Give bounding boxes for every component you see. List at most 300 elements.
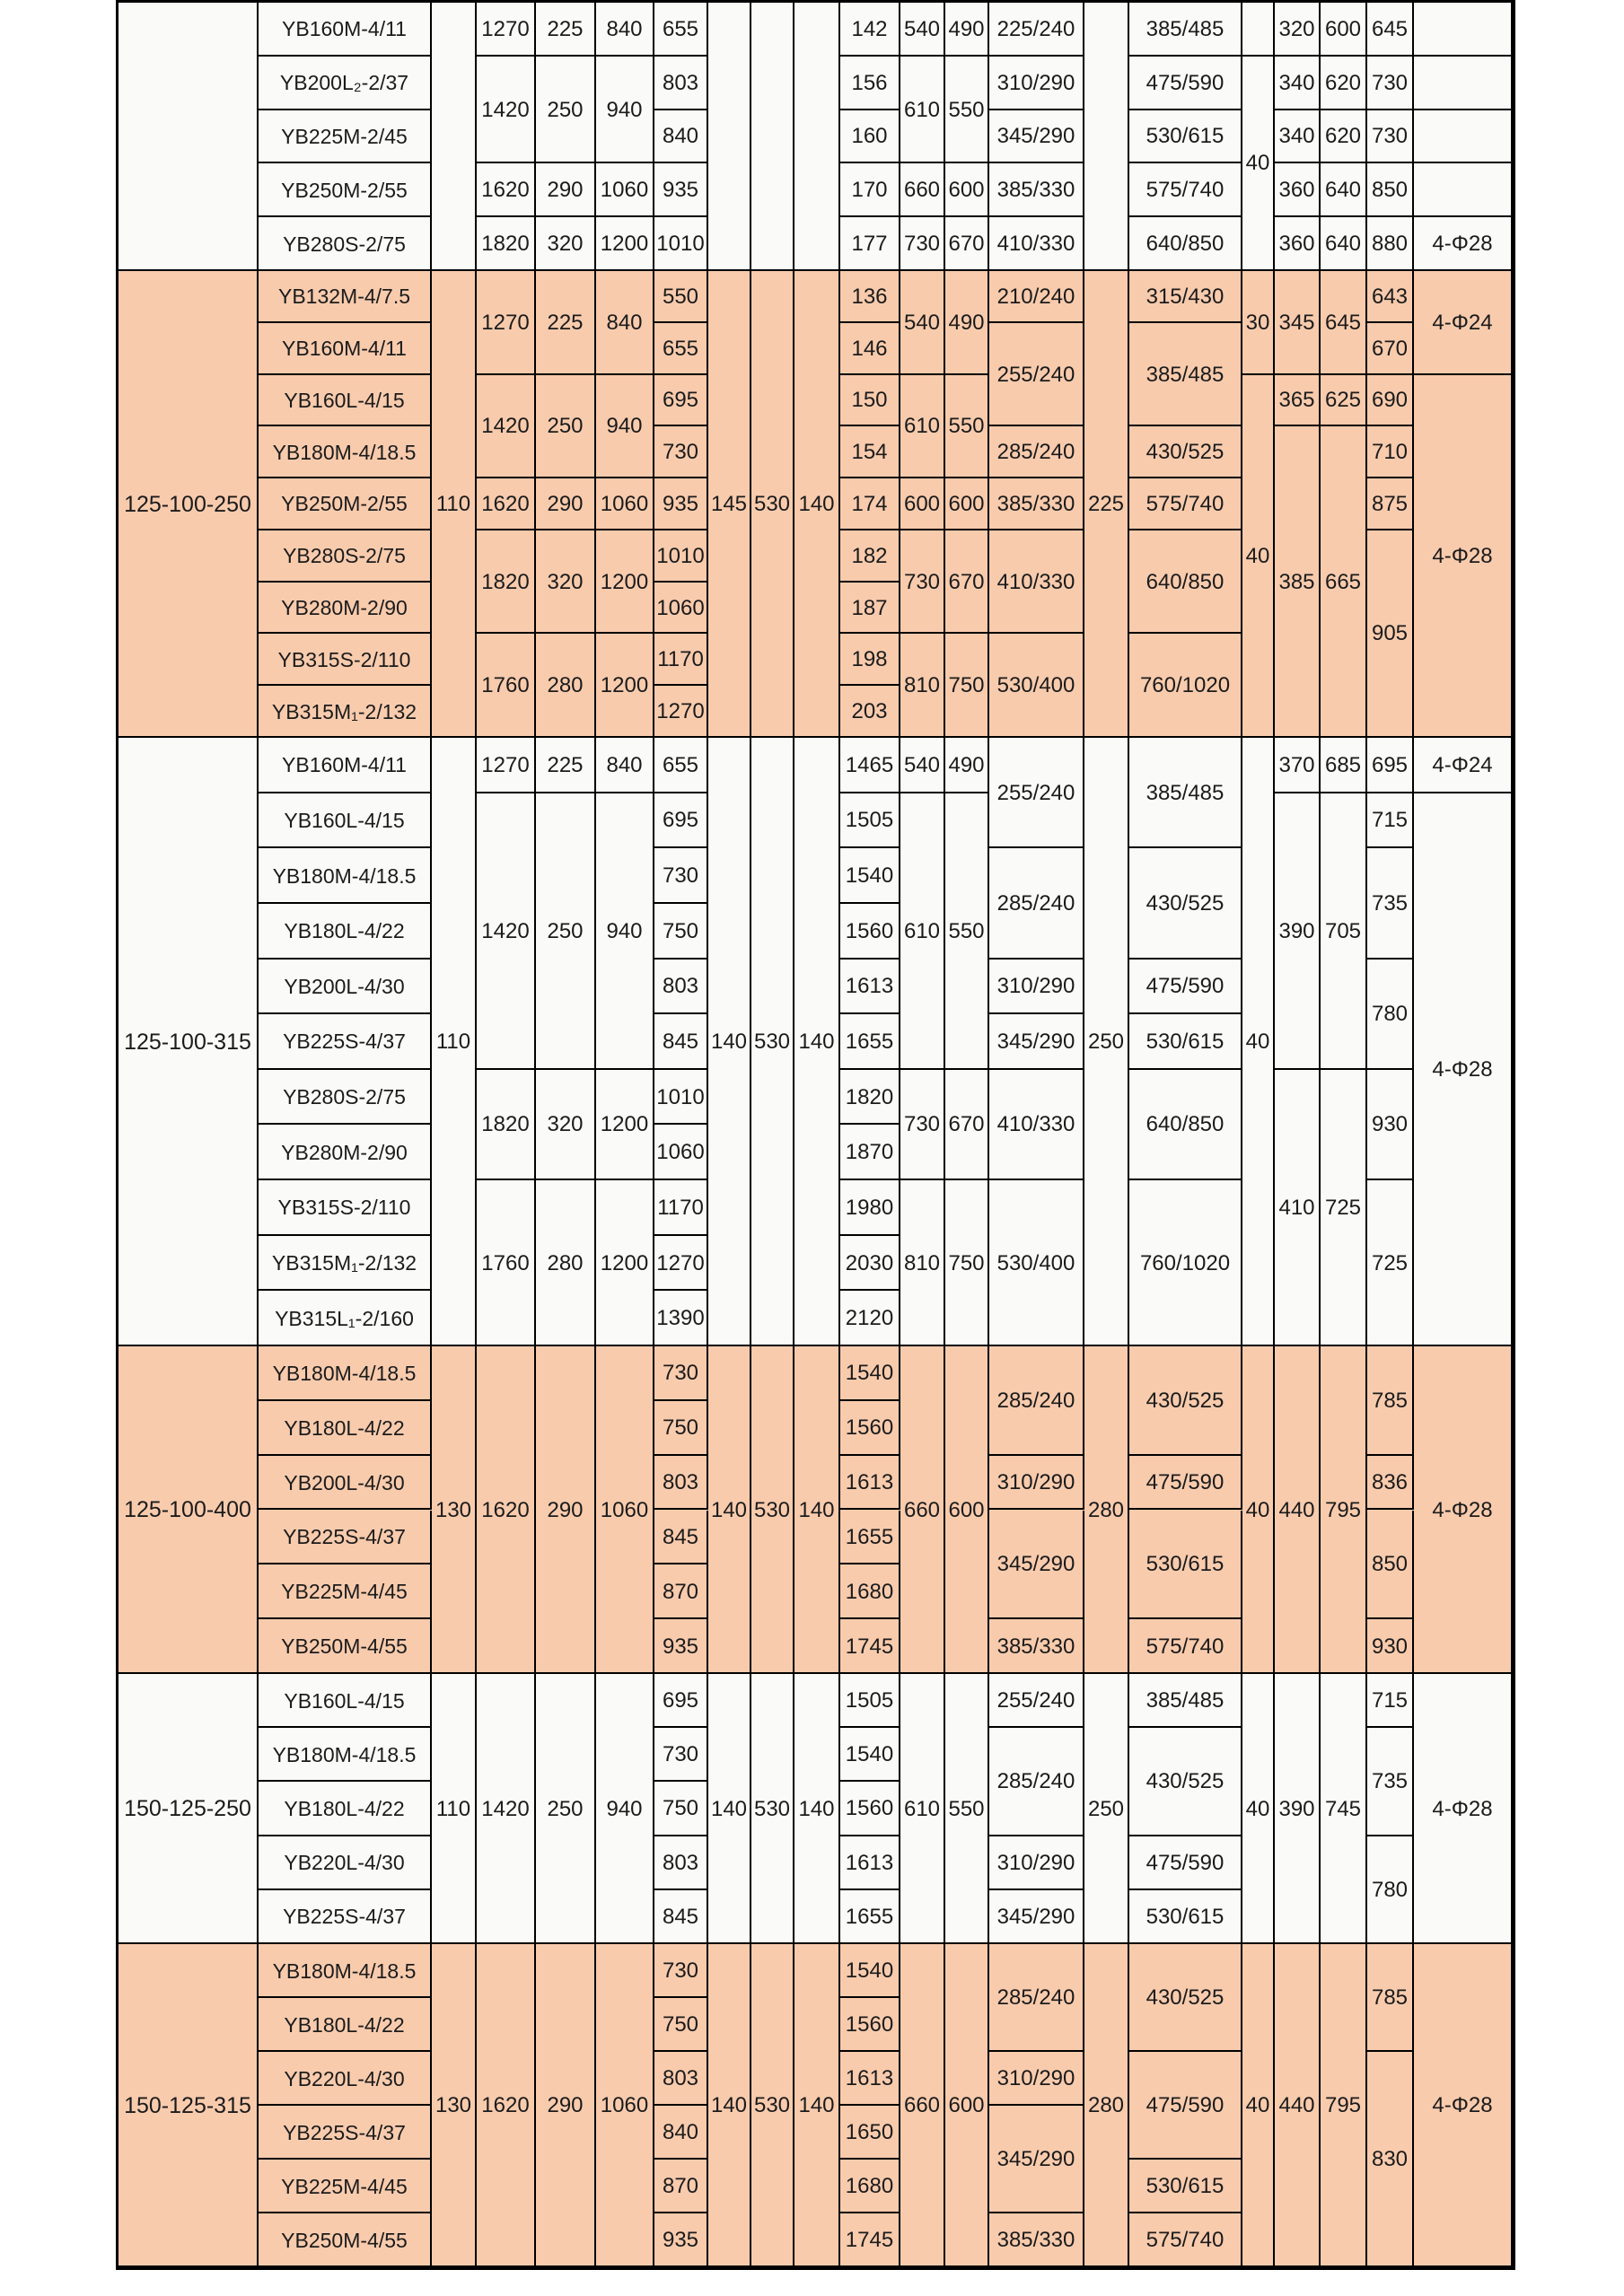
cell-text: 670 <box>948 232 985 257</box>
cell-text: 1060 <box>600 491 649 516</box>
cell-text: YB180M-4/18.5 <box>272 1742 417 1766</box>
value-cell <box>1242 738 1275 1346</box>
value-cell <box>1367 848 1414 959</box>
cell-text: 550 <box>948 97 985 122</box>
cell-text: 695 <box>662 808 699 833</box>
cell-text: 430/525 <box>1146 1769 1225 1794</box>
value-cell <box>945 738 989 793</box>
motor-model-cell <box>259 1998 432 2052</box>
cell-text: 845 <box>662 1904 699 1929</box>
cell-text: 210/240 <box>996 284 1075 309</box>
value-cell <box>596 634 654 738</box>
cell-text: YB200L-4/30 <box>284 1470 405 1494</box>
value-cell <box>1242 271 1275 375</box>
cell-text: 1270 <box>481 752 530 777</box>
value-cell <box>989 3 1084 57</box>
motor-model-cell <box>259 634 432 686</box>
value-cell <box>840 1014 900 1070</box>
value-cell <box>794 1944 840 2267</box>
value-cell <box>1129 634 1242 738</box>
value-cell <box>989 960 1084 1015</box>
motor-model-cell <box>259 960 432 1015</box>
value-cell <box>989 1944 1084 2052</box>
cell-text: 1980 <box>845 1195 894 1220</box>
value-cell <box>840 163 900 217</box>
value-cell <box>989 2052 1084 2106</box>
value-cell <box>654 793 708 849</box>
value-cell <box>1367 271 1414 323</box>
value-cell <box>840 1291 900 1346</box>
cell-text: YB132M-4/7.5 <box>277 285 411 309</box>
value-cell <box>840 793 900 849</box>
value-cell <box>1242 1944 1275 2267</box>
value-cell <box>840 1619 900 1674</box>
value-cell <box>945 3 989 57</box>
cell-text: 785 <box>1371 1388 1409 1413</box>
cell-text: YB250M-4/55 <box>281 1634 408 1659</box>
cell-text: 660 <box>903 178 941 203</box>
value-cell <box>945 1674 989 1944</box>
value-cell <box>1275 793 1321 1070</box>
value-cell <box>1242 375 1275 738</box>
cell-text: 290 <box>547 178 584 203</box>
value-cell <box>654 1014 708 1070</box>
value-cell <box>654 1944 708 1998</box>
cell-text: 310/290 <box>996 1850 1075 1875</box>
value-cell <box>596 217 654 271</box>
motor-model-cell <box>259 375 432 427</box>
value-cell <box>1367 217 1414 271</box>
cell-text: 30 <box>1245 310 1270 335</box>
cell-text: 430/525 <box>1146 1985 1225 2010</box>
value-cell <box>989 1180 1084 1346</box>
cell-text: 1270 <box>481 310 530 335</box>
cell-text: 760/1020 <box>1139 673 1231 698</box>
value-cell <box>989 57 1084 110</box>
cell-text: 1745 <box>845 1634 894 1659</box>
value-cell <box>654 478 708 530</box>
value-cell <box>840 1511 900 1565</box>
value-cell <box>477 1674 536 1944</box>
value-cell <box>840 2213 900 2267</box>
value-cell <box>1367 3 1414 57</box>
cell-text: 695 <box>1371 752 1409 777</box>
motor-model-cell <box>259 1236 432 1292</box>
motor-model-cell <box>259 686 432 738</box>
cell-text: 940 <box>606 97 643 122</box>
cell-text: 2120 <box>845 1306 894 1331</box>
value-cell <box>1414 1944 1513 2267</box>
value-cell <box>1129 1346 1242 1456</box>
value-cell <box>840 583 900 635</box>
cell-text: 475/590 <box>1146 70 1225 95</box>
value-cell <box>840 1456 900 1511</box>
cell-text: 530 <box>753 1497 791 1522</box>
value-cell <box>1129 217 1242 271</box>
cell-text: 1060 <box>600 1497 649 1522</box>
cell-text: 360 <box>1278 232 1315 257</box>
value-cell <box>989 478 1084 530</box>
cell-text: 475/590 <box>1146 1850 1225 1875</box>
value-cell <box>654 1125 708 1180</box>
value-cell <box>1084 738 1129 1346</box>
cell-text: 645 <box>1371 16 1409 41</box>
cell-text: 530 <box>753 2093 791 2117</box>
motor-model-cell <box>259 1014 432 1070</box>
motor-model-cell <box>259 1782 432 1836</box>
cell-text: 750 <box>662 2012 699 2037</box>
cell-text: 785 <box>1371 1985 1409 2010</box>
cell-text: YB315S-2/110 <box>277 1196 411 1220</box>
value-cell <box>989 634 1084 738</box>
cell-text: 1200 <box>600 1112 649 1137</box>
value-cell <box>840 1674 900 1728</box>
cell-text: 1540 <box>845 1742 894 1767</box>
cell-text: 255/240 <box>996 780 1075 805</box>
value-cell <box>477 1070 536 1180</box>
value-cell <box>1129 848 1242 959</box>
cell-text: 490 <box>948 16 985 41</box>
value-cell <box>477 271 536 375</box>
cell-text: 250 <box>1087 1030 1125 1054</box>
motor-model-cell <box>259 1511 432 1565</box>
cell-text: 840 <box>662 124 699 149</box>
cell-text: 4-Φ24 <box>1432 752 1493 777</box>
value-cell <box>1321 57 1367 110</box>
value-cell <box>900 1944 945 2267</box>
value-cell <box>536 1070 596 1180</box>
cell-text: 125-100-315 <box>124 1029 251 1055</box>
cell-text: 575/740 <box>1146 2228 1225 2252</box>
value-cell <box>708 271 751 738</box>
cell-text: YB315M₁-2/132 <box>271 699 417 723</box>
value-cell <box>1129 1836 1242 1890</box>
cell-text: 840 <box>662 2120 699 2144</box>
cell-text: YB180L-4/22 <box>284 1796 405 1820</box>
value-cell <box>751 3 794 271</box>
cell-text: 1560 <box>845 2012 894 2037</box>
cell-text: 285/240 <box>996 1985 1075 2010</box>
value-cell <box>1129 57 1242 110</box>
cell-text: 345 <box>1278 310 1315 335</box>
cell-text: 695 <box>662 1688 699 1713</box>
cell-text: 940 <box>606 1796 643 1821</box>
value-cell <box>536 1346 596 1674</box>
value-cell <box>1129 1456 1242 1511</box>
value-cell <box>840 1401 900 1456</box>
cell-text: 660 <box>903 2093 941 2117</box>
value-cell <box>654 1728 708 1782</box>
value-cell <box>708 3 751 271</box>
value-cell <box>596 1346 654 1674</box>
cell-text: 836 <box>1371 1470 1409 1495</box>
cell-text: YB180M-4/18.5 <box>272 1959 417 1983</box>
cell-text: 255/240 <box>996 362 1075 387</box>
cell-text: 385/485 <box>1146 16 1225 41</box>
value-cell <box>1321 271 1367 375</box>
value-cell <box>654 426 708 478</box>
value-cell <box>945 375 989 479</box>
cell-text: 935 <box>662 2228 699 2252</box>
cell-text: 530 <box>753 1796 791 1821</box>
cell-text: YB160M-4/11 <box>282 753 407 777</box>
value-cell <box>536 3 596 57</box>
value-cell <box>945 271 989 375</box>
cell-text: 710 <box>1371 440 1409 465</box>
cell-text: 385/330 <box>996 1634 1075 1659</box>
value-cell <box>596 793 654 1070</box>
value-cell <box>900 3 945 57</box>
cell-text: YB200L₂-2/37 <box>279 71 409 95</box>
motor-model-cell <box>259 57 432 110</box>
value-cell <box>751 1674 794 1944</box>
cell-text: 795 <box>1324 1497 1362 1522</box>
cell-text: 40 <box>1245 1796 1270 1821</box>
cell-text: 4-Φ28 <box>1432 1497 1493 1522</box>
value-cell <box>945 793 989 1070</box>
cell-text: 645 <box>1324 310 1362 335</box>
cell-text: 1270 <box>656 1250 705 1275</box>
value-cell <box>1129 1674 1242 1728</box>
value-cell <box>1367 2052 1414 2267</box>
cell-text: 225 <box>547 16 584 41</box>
value-cell <box>536 1180 596 1346</box>
cell-text: 1540 <box>845 1361 894 1386</box>
value-cell <box>1275 57 1321 110</box>
value-cell <box>596 3 654 57</box>
cell-text: 840 <box>606 310 643 335</box>
cell-text: 1505 <box>845 1688 894 1713</box>
cell-text: 575/740 <box>1146 1634 1225 1659</box>
value-cell <box>1129 323 1242 427</box>
value-cell <box>1275 1674 1321 1944</box>
value-cell <box>1129 2052 1242 2160</box>
cell-text: 750 <box>948 1250 985 1275</box>
cell-text: 1270 <box>481 16 530 41</box>
value-cell <box>477 793 536 1070</box>
cell-text: 1620 <box>481 1497 530 1522</box>
cell-text: 1540 <box>845 863 894 889</box>
value-cell <box>1129 1890 1242 1944</box>
pump-model-cell <box>119 1674 259 1944</box>
cell-text: 935 <box>662 1634 699 1659</box>
value-cell <box>536 793 596 1070</box>
value-cell <box>989 1728 1084 1836</box>
cell-text: 1613 <box>845 1470 894 1495</box>
cell-text: YB225M-4/45 <box>281 2174 408 2198</box>
cell-text: 1680 <box>845 1579 894 1604</box>
value-cell <box>1129 2213 1242 2267</box>
cell-text: 345/290 <box>996 124 1075 149</box>
cell-text: 530/615 <box>1146 1552 1225 1577</box>
value-cell <box>477 57 536 164</box>
cell-text: 140 <box>710 1497 748 1522</box>
value-cell <box>989 426 1084 478</box>
cell-text: 670 <box>1371 336 1409 361</box>
cell-text: 225/240 <box>996 16 1075 41</box>
value-cell <box>536 217 596 271</box>
cell-text: 840 <box>606 752 643 777</box>
value-cell <box>1321 217 1367 271</box>
value-cell <box>654 1890 708 1944</box>
cell-text: 203 <box>851 699 888 724</box>
motor-model-cell <box>259 478 432 530</box>
value-cell <box>654 904 708 960</box>
cell-text: 4-Φ28 <box>1432 543 1493 568</box>
value-cell <box>840 738 900 793</box>
value-cell <box>989 738 1084 848</box>
value-cell <box>840 323 900 375</box>
value-cell <box>1275 271 1321 375</box>
cell-text: 530/615 <box>1146 1029 1225 1054</box>
cell-text: 140 <box>798 1796 835 1821</box>
motor-model-cell <box>259 163 432 217</box>
value-cell <box>1367 1728 1414 1836</box>
value-cell <box>654 634 708 686</box>
cell-text: YB225S-4/37 <box>283 1905 406 1929</box>
pump-model-cell <box>119 271 259 738</box>
value-cell <box>900 634 945 738</box>
cell-text: 385 <box>1278 569 1315 594</box>
cell-text: 1613 <box>845 974 894 999</box>
value-cell <box>1367 960 1414 1070</box>
cell-text: 643 <box>1371 284 1409 309</box>
cell-text: 530/615 <box>1146 124 1225 149</box>
cell-text: 935 <box>662 491 699 516</box>
value-cell <box>477 3 536 57</box>
cell-text: 620 <box>1324 124 1362 149</box>
value-cell <box>1242 3 1275 57</box>
value-cell <box>989 163 1084 217</box>
motor-model-cell <box>259 1836 432 1890</box>
cell-text: 610 <box>903 414 941 439</box>
value-cell <box>1275 426 1321 738</box>
motor-model-cell <box>259 530 432 583</box>
value-cell <box>654 3 708 57</box>
pump-model-cell <box>119 738 259 1346</box>
value-cell <box>1242 1674 1275 1944</box>
value-cell <box>1414 110 1513 164</box>
value-cell <box>1275 163 1321 217</box>
value-cell <box>751 271 794 738</box>
value-cell <box>1129 1944 1242 2052</box>
cell-text: 610 <box>903 918 941 943</box>
cell-text: 345/290 <box>996 1552 1075 1577</box>
cell-text: 4-Φ28 <box>1432 1056 1493 1082</box>
value-cell <box>596 271 654 375</box>
value-cell <box>945 530 989 635</box>
cell-text: 365 <box>1278 388 1315 413</box>
cell-text: 385/485 <box>1146 362 1225 387</box>
value-cell <box>654 1236 708 1292</box>
value-cell <box>840 375 900 427</box>
cell-text: 310/290 <box>996 70 1075 95</box>
cell-text: 146 <box>851 336 888 361</box>
cell-text: 795 <box>1324 2093 1362 2117</box>
value-cell <box>536 163 596 217</box>
value-cell <box>1367 163 1414 217</box>
pump-model-cell <box>119 1346 259 1674</box>
cell-text: 250 <box>547 97 584 122</box>
value-cell <box>989 323 1084 427</box>
value-cell <box>1084 1944 1129 2267</box>
cell-text: 715 <box>1371 1688 1409 1713</box>
value-cell <box>794 738 840 1346</box>
motor-model-cell <box>259 1180 432 1236</box>
cell-text: 1760 <box>481 1250 530 1275</box>
cell-text: 385/330 <box>996 2228 1075 2252</box>
cell-text: 695 <box>662 388 699 413</box>
value-cell <box>1321 426 1367 738</box>
value-cell <box>1367 57 1414 110</box>
cell-text: 1170 <box>657 647 704 672</box>
cell-text: 803 <box>662 1850 699 1875</box>
value-cell <box>654 2106 708 2160</box>
motor-model-cell <box>259 1619 432 1674</box>
cell-text: 803 <box>662 70 699 95</box>
value-cell <box>1414 271 1513 375</box>
value-cell <box>1367 793 1414 849</box>
cell-text: 225 <box>547 310 584 335</box>
cell-text: 1420 <box>481 1796 530 1821</box>
value-cell <box>945 217 989 271</box>
value-cell <box>1242 57 1275 271</box>
cell-text: 130 <box>435 1497 472 1522</box>
value-cell <box>708 738 751 1346</box>
value-cell <box>1367 1070 1414 1180</box>
cell-text: YB280S-2/75 <box>283 232 406 256</box>
cell-text: 850 <box>1371 178 1409 203</box>
value-cell <box>989 1456 1084 1511</box>
cell-text: 730 <box>903 569 941 594</box>
value-cell <box>1321 375 1367 427</box>
value-cell <box>840 960 900 1015</box>
cell-text: 145 <box>710 492 748 516</box>
value-cell <box>840 1346 900 1401</box>
cell-text: 390 <box>1278 918 1315 943</box>
motor-model-cell <box>259 3 432 57</box>
value-cell <box>1367 478 1414 530</box>
value-cell <box>1367 1180 1414 1346</box>
value-cell <box>654 960 708 1015</box>
cell-text: 177 <box>851 232 888 257</box>
motor-model-cell <box>259 1456 432 1511</box>
value-cell <box>654 271 708 323</box>
cell-text: 655 <box>662 752 699 777</box>
cell-text: 1745 <box>845 2228 894 2252</box>
cell-text: 1655 <box>845 1524 894 1549</box>
cell-text: 870 <box>662 2174 699 2198</box>
value-cell <box>989 1346 1084 1456</box>
cell-text: 640/850 <box>1146 569 1225 594</box>
cell-text: 665 <box>1324 569 1362 594</box>
cell-text: 1060 <box>656 595 705 620</box>
cell-text: 40 <box>1245 1030 1270 1054</box>
cell-text: 320 <box>547 232 584 257</box>
cell-text: 285/240 <box>996 890 1075 916</box>
value-cell <box>1414 375 1513 738</box>
cell-text: 4-Φ24 <box>1432 310 1493 335</box>
value-cell <box>654 1564 708 1619</box>
cell-text: 1420 <box>481 414 530 439</box>
value-cell <box>1084 3 1129 271</box>
cell-text: 198 <box>851 647 888 672</box>
value-cell <box>751 1346 794 1674</box>
motor-model-cell <box>259 2160 432 2213</box>
cell-text: 750 <box>662 918 699 943</box>
cell-text: YB220L-4/30 <box>284 2066 405 2090</box>
value-cell <box>1367 1511 1414 1620</box>
